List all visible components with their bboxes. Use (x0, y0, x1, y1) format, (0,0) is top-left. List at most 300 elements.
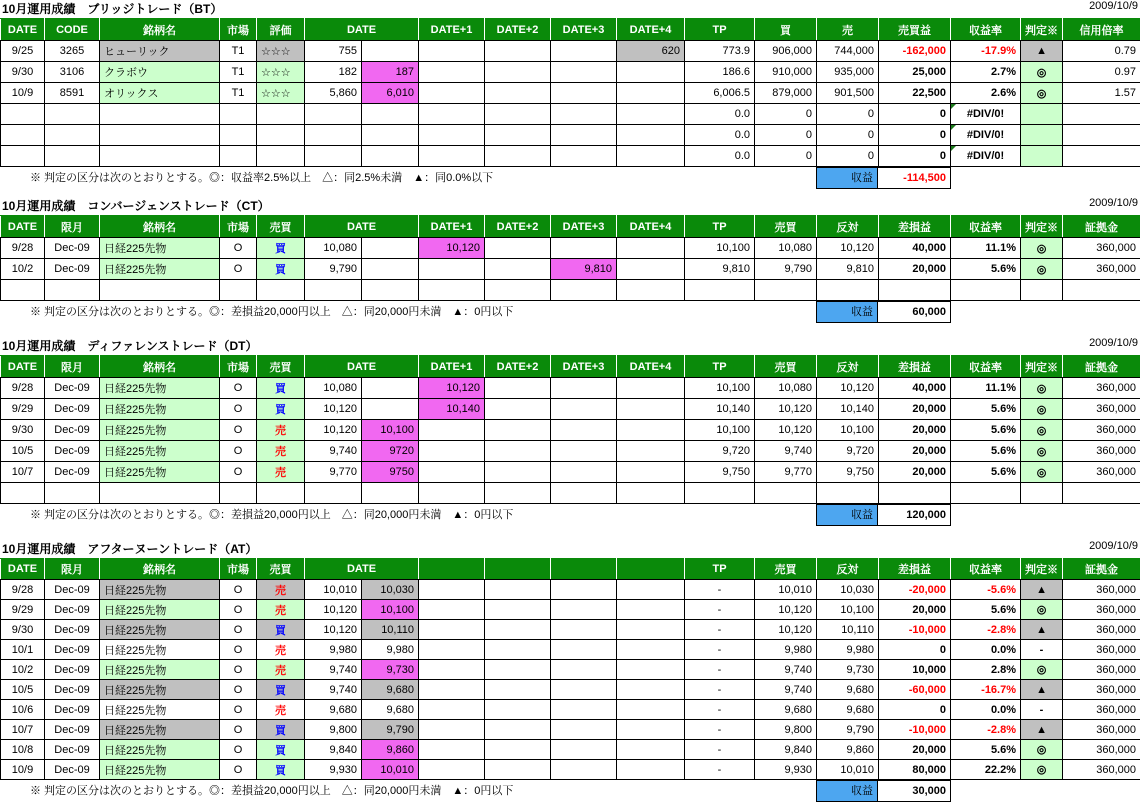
table-cell[interactable] (100, 146, 220, 167)
table-cell[interactable]: 9/30 (1, 420, 45, 441)
table-cell[interactable]: Dec-09 (45, 580, 100, 600)
table-cell[interactable]: 買 (257, 720, 305, 740)
column-header[interactable]: 市場 (220, 559, 257, 580)
table-cell[interactable] (617, 580, 685, 600)
table-cell[interactable]: 360,000 (1063, 620, 1140, 640)
table-cell[interactable] (817, 280, 879, 301)
table-cell[interactable] (362, 483, 419, 504)
table-cell[interactable] (220, 483, 257, 504)
table-cell[interactable]: 買 (257, 620, 305, 640)
table-cell[interactable]: -10,000 (879, 720, 951, 740)
table-cell[interactable] (1063, 280, 1140, 301)
column-header[interactable]: 収益率 (951, 559, 1021, 580)
table-cell[interactable] (551, 125, 617, 146)
table-cell[interactable]: 0.97 (1063, 62, 1140, 83)
table-cell[interactable] (362, 146, 419, 167)
table-cell[interactable]: 売 (257, 660, 305, 680)
table-cell[interactable]: 売 (257, 640, 305, 660)
table-cell[interactable]: 9,790 (755, 259, 817, 280)
table-cell[interactable]: O (220, 600, 257, 620)
table-cell[interactable]: 9,680 (755, 700, 817, 720)
table-cell[interactable]: 80,000 (879, 760, 951, 780)
table-cell[interactable] (1063, 104, 1140, 125)
table-cell[interactable]: 9,770 (305, 462, 362, 483)
table-cell[interactable] (485, 483, 551, 504)
table-cell[interactable]: 935,000 (817, 62, 879, 83)
table-cell[interactable]: 186.6 (685, 62, 755, 83)
table-cell[interactable]: Dec-09 (45, 720, 100, 740)
table-cell[interactable] (1021, 104, 1063, 125)
table-cell[interactable]: 10,120 (305, 620, 362, 640)
table-cell[interactable] (617, 600, 685, 620)
table-cell[interactable] (419, 700, 485, 720)
table-cell[interactable]: 10/5 (1, 680, 45, 700)
table-cell[interactable]: 5.6% (951, 740, 1021, 760)
profit-label[interactable]: 収益 (816, 301, 878, 323)
table-cell[interactable]: Dec-09 (45, 462, 100, 483)
table-cell[interactable]: 9,740 (755, 660, 817, 680)
table-cell[interactable]: 9/28 (1, 378, 45, 399)
table-cell[interactable]: 9750 (362, 462, 419, 483)
table-cell[interactable] (100, 125, 220, 146)
table-cell[interactable]: 20,000 (879, 462, 951, 483)
table-cell[interactable]: 9,740 (755, 441, 817, 462)
table-cell[interactable] (100, 104, 220, 125)
table-cell[interactable] (617, 259, 685, 280)
table-cell[interactable]: 日経225先物 (100, 378, 220, 399)
column-header[interactable]: 証拠金 (1063, 216, 1140, 238)
table-cell[interactable]: 10/2 (1, 259, 45, 280)
table-cell[interactable]: O (220, 680, 257, 700)
table-cell[interactable]: 2.7% (951, 62, 1021, 83)
table-cell[interactable]: T1 (220, 41, 257, 62)
table-cell[interactable] (362, 104, 419, 125)
table-cell[interactable] (220, 280, 257, 301)
table-cell[interactable] (257, 125, 305, 146)
table-cell[interactable] (485, 700, 551, 720)
table-cell[interactable] (755, 483, 817, 504)
table-cell[interactable]: 0.79 (1063, 41, 1140, 62)
table-cell[interactable] (485, 62, 551, 83)
table-cell[interactable] (419, 420, 485, 441)
table-cell[interactable] (485, 441, 551, 462)
table-cell[interactable]: 売 (257, 441, 305, 462)
column-header[interactable]: DATE+2 (485, 356, 551, 378)
table-cell[interactable]: 9,680 (305, 700, 362, 720)
table-cell[interactable] (220, 104, 257, 125)
column-header[interactable]: 売 (817, 19, 879, 41)
column-header[interactable]: 売買 (755, 356, 817, 378)
table-cell[interactable]: 22,500 (879, 83, 951, 104)
table-cell[interactable] (485, 640, 551, 660)
table-cell[interactable]: 9/29 (1, 600, 45, 620)
table-cell[interactable]: ◎ (1021, 420, 1063, 441)
table-cell[interactable]: ◎ (1021, 378, 1063, 399)
table-cell[interactable]: 0 (879, 640, 951, 660)
table-cell[interactable] (362, 378, 419, 399)
table-cell[interactable]: 9/25 (1, 41, 45, 62)
table-cell[interactable] (220, 125, 257, 146)
column-header[interactable]: 買 (755, 19, 817, 41)
table-cell[interactable]: 日経225先物 (100, 720, 220, 740)
table-cell[interactable] (1, 104, 45, 125)
table-cell[interactable] (617, 280, 685, 301)
table-cell[interactable]: 10,120 (755, 620, 817, 640)
table-cell[interactable]: ▲ (1021, 580, 1063, 600)
table-cell[interactable] (551, 462, 617, 483)
table-cell[interactable] (551, 720, 617, 740)
column-header[interactable]: DATE+4 (617, 19, 685, 41)
table-cell[interactable]: -2.8% (951, 720, 1021, 740)
table-cell[interactable]: 10,110 (362, 620, 419, 640)
table-cell[interactable] (305, 280, 362, 301)
table-cell[interactable]: -2.8% (951, 620, 1021, 640)
table-cell[interactable]: 10,100 (362, 420, 419, 441)
table-cell[interactable]: 売 (257, 700, 305, 720)
table-cell[interactable] (485, 238, 551, 259)
table-cell[interactable]: 6,006.5 (685, 83, 755, 104)
table-cell[interactable]: 買 (257, 680, 305, 700)
table-cell[interactable] (1021, 483, 1063, 504)
table-cell[interactable] (551, 280, 617, 301)
table-cell[interactable]: 11.1% (951, 238, 1021, 259)
table-cell[interactable]: 9,930 (305, 760, 362, 780)
table-cell[interactable]: 買 (257, 399, 305, 420)
table-cell[interactable] (551, 760, 617, 780)
table-cell[interactable] (617, 720, 685, 740)
table-cell[interactable] (879, 483, 951, 504)
table-cell[interactable] (1063, 483, 1140, 504)
column-header[interactable]: CODE (45, 19, 100, 41)
table-cell[interactable]: 10/5 (1, 441, 45, 462)
table-cell[interactable]: 9,790 (305, 259, 362, 280)
table-cell[interactable] (305, 146, 362, 167)
table-cell[interactable]: 0.0% (951, 640, 1021, 660)
column-header[interactable]: 市場 (220, 19, 257, 41)
table-cell[interactable]: 9,720 (685, 441, 755, 462)
table-cell[interactable] (685, 280, 755, 301)
table-cell[interactable] (551, 399, 617, 420)
table-cell[interactable]: 0 (879, 104, 951, 125)
table-cell[interactable] (419, 600, 485, 620)
column-header[interactable]: 反対 (817, 356, 879, 378)
table-cell[interactable]: ◎ (1021, 660, 1063, 680)
column-header[interactable]: DATE+4 (617, 356, 685, 378)
profit-value[interactable]: 60,000 (877, 301, 951, 323)
table-cell[interactable] (419, 41, 485, 62)
table-cell[interactable]: 日経225先物 (100, 660, 220, 680)
table-cell[interactable]: - (685, 700, 755, 720)
table-cell[interactable]: ▲ (1021, 680, 1063, 700)
table-cell[interactable]: 879,000 (755, 83, 817, 104)
table-cell[interactable]: 10,120 (817, 238, 879, 259)
table-cell[interactable] (45, 125, 100, 146)
table-cell[interactable]: 9,930 (755, 760, 817, 780)
table-cell[interactable] (617, 441, 685, 462)
table-cell[interactable]: 売 (257, 580, 305, 600)
table-cell[interactable]: 10,100 (817, 420, 879, 441)
table-cell[interactable]: 360,000 (1063, 462, 1140, 483)
table-cell[interactable]: 9,840 (305, 740, 362, 760)
table-cell[interactable] (617, 462, 685, 483)
table-cell[interactable] (551, 620, 617, 640)
table-cell[interactable] (879, 280, 951, 301)
table-cell[interactable]: 0.0 (685, 146, 755, 167)
table-cell[interactable]: 日経225先物 (100, 680, 220, 700)
table-cell[interactable]: 0 (755, 104, 817, 125)
table-cell[interactable]: 360,000 (1063, 680, 1140, 700)
table-cell[interactable]: 9,980 (305, 640, 362, 660)
table-cell[interactable] (362, 125, 419, 146)
table-cell[interactable]: 9,980 (362, 640, 419, 660)
table-cell[interactable] (1, 146, 45, 167)
table-cell[interactable] (419, 462, 485, 483)
profit-label[interactable]: 収益 (816, 504, 878, 526)
table-cell[interactable]: - (685, 760, 755, 780)
table-cell[interactable]: 10,120 (305, 420, 362, 441)
column-header[interactable]: DATE+3 (551, 19, 617, 41)
table-cell[interactable]: Dec-09 (45, 259, 100, 280)
table-cell[interactable]: 5.6% (951, 420, 1021, 441)
table-cell[interactable] (1021, 280, 1063, 301)
table-cell[interactable]: 360,000 (1063, 238, 1140, 259)
table-cell[interactable]: -17.9% (951, 41, 1021, 62)
table-cell[interactable] (362, 259, 419, 280)
column-header[interactable]: 銘柄名 (100, 356, 220, 378)
table-cell[interactable]: Dec-09 (45, 238, 100, 259)
column-header[interactable]: 銘柄名 (100, 216, 220, 238)
table-cell[interactable]: -16.7% (951, 680, 1021, 700)
column-header[interactable]: TP (685, 19, 755, 41)
table-cell[interactable]: 20,000 (879, 420, 951, 441)
table-cell[interactable]: T1 (220, 83, 257, 104)
table-cell[interactable]: 10,120 (305, 399, 362, 420)
table-cell[interactable] (45, 146, 100, 167)
table-cell[interactable]: 0.0 (685, 104, 755, 125)
column-header[interactable]: DATE+2 (485, 216, 551, 238)
table-cell[interactable]: 9,750 (817, 462, 879, 483)
table-cell[interactable] (485, 146, 551, 167)
table-cell[interactable]: 182 (305, 62, 362, 83)
column-header[interactable] (617, 559, 685, 580)
column-header[interactable] (485, 559, 551, 580)
table-cell[interactable] (485, 620, 551, 640)
table-cell[interactable]: 187 (362, 62, 419, 83)
table-cell[interactable]: 0 (755, 146, 817, 167)
table-cell[interactable]: O (220, 238, 257, 259)
table-cell[interactable] (419, 680, 485, 700)
profit-value[interactable]: -114,500 (877, 167, 951, 189)
table-cell[interactable] (257, 146, 305, 167)
table-cell[interactable]: 10,120 (755, 600, 817, 620)
column-header[interactable]: 反対 (817, 559, 879, 580)
table-cell[interactable] (485, 580, 551, 600)
table-cell[interactable] (617, 420, 685, 441)
table-cell[interactable]: O (220, 740, 257, 760)
column-header[interactable]: 売買 (257, 216, 305, 238)
table-cell[interactable] (951, 280, 1021, 301)
table-cell[interactable] (617, 125, 685, 146)
table-cell[interactable]: 0.0% (951, 700, 1021, 720)
table-cell[interactable]: 9,740 (305, 680, 362, 700)
table-cell[interactable]: Dec-09 (45, 620, 100, 640)
table-cell[interactable]: 10,120 (817, 378, 879, 399)
table-cell[interactable]: ☆☆☆ (257, 83, 305, 104)
column-header[interactable]: DATE (305, 19, 419, 41)
table-cell[interactable]: 10,080 (755, 238, 817, 259)
table-cell[interactable]: 9,680 (817, 680, 879, 700)
table-cell[interactable]: O (220, 760, 257, 780)
column-header[interactable]: DATE (1, 216, 45, 238)
table-cell[interactable]: ▲ (1021, 720, 1063, 740)
table-cell[interactable] (551, 580, 617, 600)
table-cell[interactable] (551, 600, 617, 620)
table-cell[interactable] (617, 146, 685, 167)
table-cell[interactable]: 20,000 (879, 259, 951, 280)
table-cell[interactable]: O (220, 259, 257, 280)
table-cell[interactable]: ▲ (1021, 620, 1063, 640)
table-cell[interactable]: 25,000 (879, 62, 951, 83)
table-cell[interactable]: クラボウ (100, 62, 220, 83)
table-cell[interactable]: 0 (755, 125, 817, 146)
column-header[interactable] (419, 559, 485, 580)
table-cell[interactable]: 売 (257, 600, 305, 620)
table-cell[interactable] (305, 125, 362, 146)
table-cell[interactable]: #DIV/0! (951, 104, 1021, 125)
table-cell[interactable] (551, 740, 617, 760)
table-cell[interactable]: 9,720 (817, 441, 879, 462)
table-cell[interactable] (485, 83, 551, 104)
table-cell[interactable] (257, 483, 305, 504)
table-cell[interactable] (419, 62, 485, 83)
table-cell[interactable]: 20,000 (879, 441, 951, 462)
table-cell[interactable] (485, 680, 551, 700)
table-cell[interactable] (485, 720, 551, 740)
table-cell[interactable]: ◎ (1021, 760, 1063, 780)
table-cell[interactable] (362, 280, 419, 301)
table-cell[interactable] (485, 660, 551, 680)
table-cell[interactable] (551, 104, 617, 125)
table-cell[interactable]: Dec-09 (45, 441, 100, 462)
table-cell[interactable]: -10,000 (879, 620, 951, 640)
table-cell[interactable] (617, 483, 685, 504)
table-cell[interactable]: 10/6 (1, 700, 45, 720)
table-cell[interactable]: -60,000 (879, 680, 951, 700)
table-cell[interactable]: 9,980 (817, 640, 879, 660)
table-cell[interactable]: 360,000 (1063, 580, 1140, 600)
table-cell[interactable]: 10,010 (305, 580, 362, 600)
table-cell[interactable]: 10,030 (817, 580, 879, 600)
table-cell[interactable] (419, 483, 485, 504)
table-cell[interactable] (419, 660, 485, 680)
table-cell[interactable]: 日経225先物 (100, 640, 220, 660)
table-cell[interactable] (1, 483, 45, 504)
table-cell[interactable] (419, 580, 485, 600)
table-cell[interactable] (485, 104, 551, 125)
table-cell[interactable]: 日経225先物 (100, 700, 220, 720)
table-cell[interactable]: 0.0 (685, 125, 755, 146)
table-cell[interactable]: O (220, 720, 257, 740)
table-cell[interactable]: 日経225先物 (100, 740, 220, 760)
table-cell[interactable] (419, 280, 485, 301)
column-header[interactable]: DATE+3 (551, 216, 617, 238)
table-cell[interactable]: 買 (257, 378, 305, 399)
table-cell[interactable]: 360,000 (1063, 720, 1140, 740)
profit-value[interactable]: 30,000 (877, 780, 951, 802)
column-header[interactable]: 差損益 (879, 356, 951, 378)
table-cell[interactable]: 20,000 (879, 740, 951, 760)
table-cell[interactable]: 日経225先物 (100, 399, 220, 420)
table-cell[interactable]: -162,000 (879, 41, 951, 62)
table-cell[interactable]: O (220, 378, 257, 399)
table-cell[interactable]: O (220, 580, 257, 600)
table-cell[interactable]: 910,000 (755, 62, 817, 83)
table-cell[interactable] (100, 280, 220, 301)
table-cell[interactable] (685, 483, 755, 504)
table-cell[interactable] (419, 146, 485, 167)
table-cell[interactable]: ◎ (1021, 83, 1063, 104)
table-cell[interactable]: オリックス (100, 83, 220, 104)
table-cell[interactable]: 10,140 (419, 399, 485, 420)
table-cell[interactable] (951, 483, 1021, 504)
column-header[interactable]: DATE (1, 19, 45, 41)
table-cell[interactable]: 10,100 (685, 378, 755, 399)
table-cell[interactable]: 360,000 (1063, 259, 1140, 280)
table-cell[interactable]: ◎ (1021, 238, 1063, 259)
table-cell[interactable] (485, 760, 551, 780)
table-cell[interactable]: Dec-09 (45, 420, 100, 441)
table-cell[interactable]: - (685, 640, 755, 660)
table-cell[interactable]: 売 (257, 420, 305, 441)
table-cell[interactable]: - (685, 720, 755, 740)
table-cell[interactable]: - (685, 680, 755, 700)
table-cell[interactable] (617, 760, 685, 780)
table-cell[interactable] (551, 41, 617, 62)
table-cell[interactable]: 9/28 (1, 238, 45, 259)
table-cell[interactable]: 10,100 (362, 600, 419, 620)
table-cell[interactable]: 2.8% (951, 660, 1021, 680)
table-cell[interactable]: 360,000 (1063, 740, 1140, 760)
table-cell[interactable] (551, 62, 617, 83)
column-header[interactable]: 市場 (220, 356, 257, 378)
table-cell[interactable]: 755 (305, 41, 362, 62)
table-cell[interactable]: 10,010 (362, 760, 419, 780)
table-cell[interactable]: 10,080 (755, 378, 817, 399)
table-cell[interactable] (485, 280, 551, 301)
profit-value[interactable]: 120,000 (877, 504, 951, 526)
table-cell[interactable]: 日経225先物 (100, 238, 220, 259)
table-cell[interactable]: 9,840 (755, 740, 817, 760)
table-cell[interactable]: 0 (879, 700, 951, 720)
column-header[interactable]: DATE (305, 356, 419, 378)
table-cell[interactable]: 8591 (45, 83, 100, 104)
table-cell[interactable]: O (220, 462, 257, 483)
table-cell[interactable]: 10,120 (305, 600, 362, 620)
table-cell[interactable]: O (220, 640, 257, 660)
table-cell[interactable]: O (220, 700, 257, 720)
column-header[interactable]: 限月 (45, 216, 100, 238)
column-header[interactable]: 限月 (45, 559, 100, 580)
table-cell[interactable]: 9,860 (362, 740, 419, 760)
table-cell[interactable]: ◎ (1021, 441, 1063, 462)
table-cell[interactable]: Dec-09 (45, 600, 100, 620)
table-cell[interactable]: - (1021, 700, 1063, 720)
table-cell[interactable]: ◎ (1021, 399, 1063, 420)
table-cell[interactable] (551, 238, 617, 259)
table-cell[interactable]: 9,810 (685, 259, 755, 280)
table-cell[interactable] (1021, 125, 1063, 146)
table-cell[interactable]: 9/30 (1, 62, 45, 83)
